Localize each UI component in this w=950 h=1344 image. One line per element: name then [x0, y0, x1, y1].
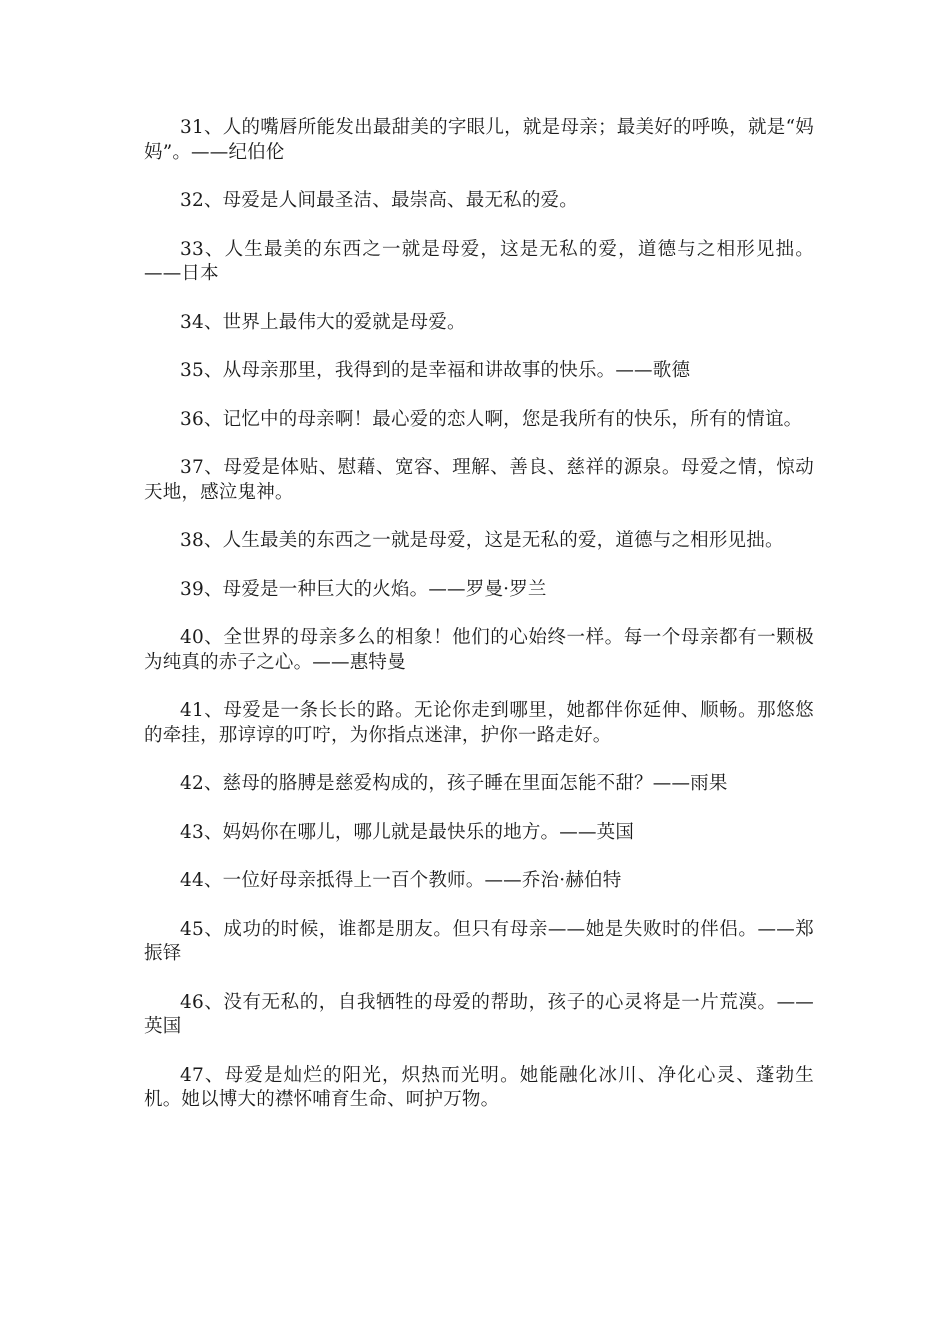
quote-41: 41、母爱是一条长长的路。无论你走到哪里，她都伴你延伸、顺畅。那悠悠的牵挂，那谆谆的叮咛，为你指点迷津，护你一路走好。: [144, 700, 814, 746]
quote-40: 40、全世界的母亲多么的相象！他们的心始终一样。每一个母亲都有一颗极为纯真的赤子之心。——惠特曼: [144, 627, 814, 673]
quote-44: 44、一位好母亲抵得上一百个教师。——乔治·赫伯特: [180, 870, 622, 891]
quote-37: 37、母爱是体贴、慰藉、宽容、理解、善良、慈祥的源泉。母爱之情，惊动天地，感泣鬼神。: [144, 457, 814, 503]
quote-46: 46、没有无私的，自我牺牲的母爱的帮助，孩子的心灵将是一片荒漠。——英国: [144, 991, 814, 1037]
quote-39: 39、母爱是一种巨大的火焰。——罗曼·罗兰: [180, 578, 547, 600]
quote-32: 32、母爱是人间最圣洁、最崇高、最无私的爱。: [180, 190, 578, 211]
quote-43: 43、妈妈你在哪儿，哪儿就是最快乐的地方。——英国: [180, 821, 635, 843]
quote-35: 35、从母亲那里，我得到的是幸福和讲故事的快乐。——歌德: [180, 360, 691, 381]
document-body: [144, 116, 814, 1137]
quote-47: 47、母爱是灿烂的阳光，炽热而光明。她能融化冰川、净化心灵、蓬勃生机。她以博大的襟怀哺育生命、呵护万物。: [144, 1064, 814, 1110]
quote-36: 36、记忆中的母亲啊！最心爱的恋人啊，您是我所有的快乐，所有的情谊。: [180, 408, 803, 430]
quote-34: 34、世界上最伟大的爱就是母爱。: [180, 311, 466, 333]
quote-42: 42、慈母的胳膊是慈爱构成的，孩子睡在里面怎能不甜？——雨果: [180, 773, 728, 794]
quote-31: 31、人的嘴唇所能发出最甜美的字眼儿，就是母亲；最美好的呼唤，就是“妈妈”。——纪伯伦: [144, 117, 814, 163]
quote-33: 33、人生最美的东西之一就是母爱，这是无私的爱，道德与之相形见拙。——日本: [144, 238, 814, 284]
quote-45: 45、成功的时候，谁都是朋友。但只有母亲——她是失败时的伴侣。——郑振铎: [144, 918, 814, 964]
quote-38: 38、人生最美的东西之一就是母爱，这是无私的爱，道德与之相形见拙。: [180, 530, 784, 551]
